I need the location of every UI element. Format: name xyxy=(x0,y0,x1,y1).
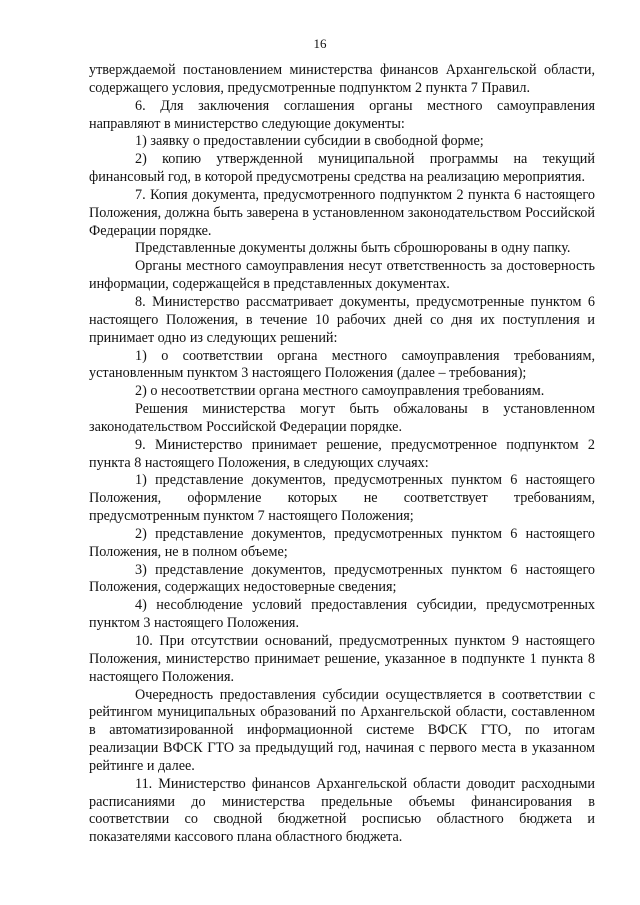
paragraph-item-9-2: 2) представление документов, предусмотренных пунктом 6 настоящего Положения, не в полном объеме; xyxy=(89,525,595,560)
document-body xyxy=(89,62,595,847)
page-number: 16 xyxy=(313,36,327,51)
paragraph-item-8-1: 1) о соответствии органа местного самоуправления требованиям, установленным пунктом 3 настоящего Положения (далее – требования); xyxy=(89,347,595,382)
paragraph-item-8: 8. Министерство рассматривает документы, предусмотренные пунктом 6 настоящего Положения, в течение 10 рабочих дней со дня их поступления и принимает одно из следующих решений: xyxy=(89,293,595,346)
paragraph-item-11: 11. Министерство финансов Архангельской области доводит расходными расписаниями до министерства предельные объемы финансирования в соответствии со сводной бюджетной росписью областного бюджета и показателями кассового плана областного бюджета. xyxy=(89,775,595,846)
paragraph-item-10: 10. При отсутствии оснований, предусмотренных пунктом 9 настоящего Положения, министерство принимает решение, указанное в подпункте 1 пункта 8 настоящего Положения. xyxy=(89,633,595,685)
paragraph-item-9: 9. Министерство принимает решение, предусмотренное подпунктом 2 пункта 8 настоящего Положения, в следующих случаях: xyxy=(89,436,595,471)
paragraph-item-9-4: 4) несоблюдение условий предоставления субсидии, предусмотренных пунктом 3 настоящего Положения. xyxy=(89,597,595,632)
paragraph-item-10-order: Очередность предоставления субсидии осуществляется в соответствии с рейтингом муниципальных образований по Архангельской области, составленном в автоматизированной информационной системе ВФСК ГТО, по итогам реализации ВФСК ГТО за предыдущий год, начиная с первого места в указанном рейтинге и далее. xyxy=(89,686,595,774)
paragraph-item-7: 7. Копия документа, предусмотренного подпунктом 2 пункта 6 настоящего Положения, должна быть заверена в установленном законодательством Российской Федерации порядке. xyxy=(89,186,595,239)
paragraph-item-6-1: 1) заявку о предоставлении субсидии в свободной форме; xyxy=(135,133,484,150)
paragraph-item-8-appeal: Решения министерства могут быть обжалованы в установленном законодательством Российской Федерации порядке. xyxy=(89,401,595,435)
paragraph-item-9-3: 3) представление документов, предусмотренных пунктом 6 настоящего Положения, содержащих недостоверные сведения; xyxy=(89,561,595,596)
paragraph-item-6-2: 2) копию утвержденной муниципальной программы на текущий финансовый год, в которой предусмотрены средства на реализацию мероприятия. xyxy=(89,151,595,186)
paragraph-item-7-binding: Представленные документы должны быть сброшюрованы в одну папку. xyxy=(135,240,571,257)
paragraph-item-9-1: 1) представление документов, предусмотренных пунктом 6 настоящего Положения, оформление которых не соответствует требованиям, предусмотренным пунктом 7 настоящего Положения; xyxy=(89,472,595,525)
paragraph-continuation: утверждаемой постановлением министерства финансов Архангельской области, содержащего условия, предусмотренные подпунктом 2 пункта 7 Правил. xyxy=(89,62,595,96)
paragraph-item-6: 6. Для заключения соглашения органы местного самоуправления направляют в министерство следующие документы: xyxy=(89,97,595,132)
paragraph-item-8-2: 2) о несоответствии органа местного самоуправления требованиям. xyxy=(135,383,545,400)
paragraph-item-7-responsibility: Органы местного самоуправления несут ответственность за достоверность информации, содержащейся в представленных документах. xyxy=(89,258,595,293)
